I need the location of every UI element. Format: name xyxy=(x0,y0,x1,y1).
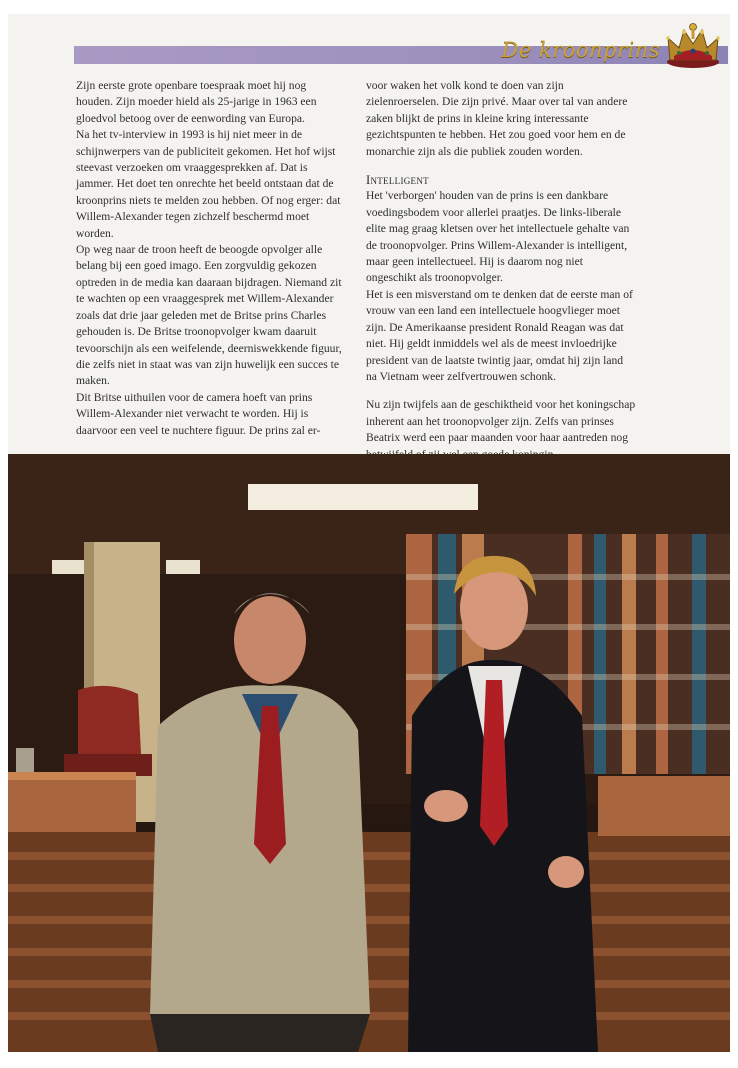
body-paragraph: Het 'verborgen' houden van de prins is een dankbare voedingsbodem voor allerlei praatjes. De links-liberale elite mag graag kletsen over het intellectuele gehalte van de troonopvolger. Prins Willem-Alexander is intelligent, maar geen intellectueel. Hij is daarom nog niet ongeschikt als troonopvolger. xyxy=(366,189,630,285)
body-paragraph: voor waken het volk kond te doen van zijn zielenroerselen. Die zijn privé. Maar over tal van andere zaken blijkt de prins in kleine kring interessante gezichtspunten te hebben. Het zou goed voor hem en de monarchie zijn als die publiek zouden worden. xyxy=(366,79,628,158)
subheading: Intelligent xyxy=(366,173,429,188)
section-title: De kroonprins xyxy=(501,38,660,62)
body-paragraph: Zijn eerste grote openbare toespraak moet hij nog houden. Zijn moeder hield als 25-jarige in 1963 een gloedvol betoog over de eenwording van Europa. xyxy=(76,79,317,125)
paragraph-gap xyxy=(366,160,636,172)
paragraph-gap xyxy=(366,385,636,397)
right-column xyxy=(366,78,636,463)
body-paragraph: Na het tv-interview in 1993 is hij niet meer in de schijnwerpers van de publiciteit gekomen. Het hof wijst steevast verzoeken om vraaggesprekken af. Dat is jammer. Het doet ten onrechte het beeld ontstaan dat de kroonprins niets te melden zou hebben. Of nog erger: dat Willem-Alexander tegen zichzelf beschermd moet worden. xyxy=(76,128,341,240)
ceiling-light xyxy=(248,484,478,510)
left-column xyxy=(76,78,346,483)
body-paragraph: Het is een misverstand om te denken dat de eerste man of vrouw van een land een intellectuele hoogvlieger moet zijn. De Amerikaanse president Ronald Reagan was dat niet. Hij geldt inmiddels wel als de meest invloedrijke president van de laatste twintig jaar, omdat hij zijn land na Vietnam weer zelfvertrouwen schonk. xyxy=(366,287,633,383)
body-paragraph: Dit Britse uithuilen voor de camera hoeft van prins Willem-Alexander niet verwacht te worden. Hij is daarvoor een veel te nuchtere figuur. De prins zal er- xyxy=(76,390,321,437)
crown-icon xyxy=(664,20,722,70)
photo-illustration xyxy=(8,454,730,1052)
body-paragraph: Nu zijn twijfels aan de geschiktheid voor het koningschap inherent aan het troonopvolger zijn. Zelfs van prinses Beatrix werd een paar maanden voor haar aantreden nog xyxy=(366,398,636,445)
photo xyxy=(8,454,730,1052)
body-paragraph: Op weg naar de troon heeft de beoogde opvolger alle belang bij een goed imago. Een zorgvuldig gekozen optreden in de media kan daaraan bijdragen. Niemand zit te wachten op een vraaggesprek met Willem-Alexander zoals dat drie jaar geleden met de Britse prins Charles gehouden is. De Britse troonopvolger kwam daaruit tevoorschijn als een weifelende, deerniswekkende figuur, die zelfs niet in staat was van zijn huwelijk een succes te maken. xyxy=(76,243,342,388)
